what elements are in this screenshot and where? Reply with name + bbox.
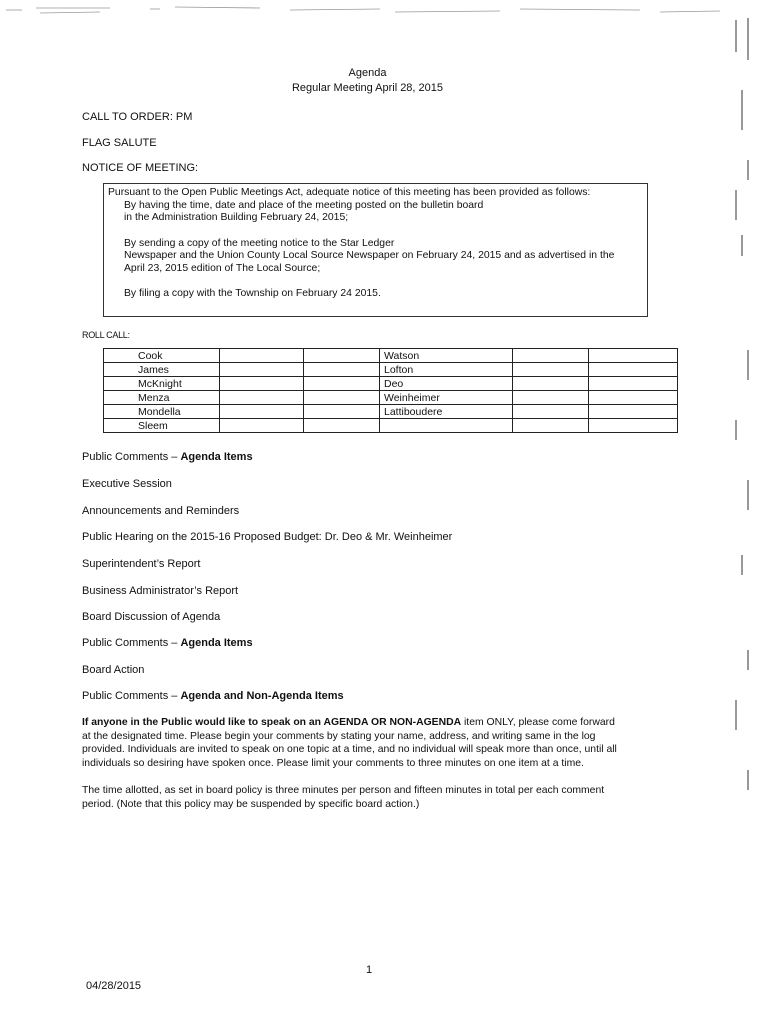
call-to-order: CALL TO ORDER: PM	[82, 111, 193, 123]
roll-name-right: Lattiboudere	[380, 405, 513, 419]
roll-call-label: ROLL CALL:	[82, 330, 130, 340]
roll-name-left: McKnight	[104, 377, 220, 391]
roll-name-right: Watson	[380, 349, 513, 363]
roll-name-left: Sleem	[104, 419, 220, 433]
table-row	[104, 419, 678, 433]
agenda-item: Announcements and Reminders	[82, 505, 240, 517]
agenda-item: Public Comments – Agenda Items	[82, 637, 253, 649]
table-row	[104, 349, 678, 363]
public-notice-lead: If anyone in the Public would like to speak on an AGENDA OR NON-AGENDA	[82, 717, 462, 728]
roll-name-right: Deo	[380, 377, 513, 391]
roll-name-left: Menza	[104, 391, 220, 405]
agenda-item: Public Hearing on the 2015-16 Proposed Budget: Dr. Deo & Mr. Weinheimer	[82, 531, 453, 543]
agenda-item: Public Comments – Agenda and Non-Agenda Items	[82, 690, 344, 702]
roll-name-left: Mondella	[104, 405, 220, 419]
agenda-item: Board Action	[82, 664, 145, 676]
agenda-item: Executive Session	[82, 478, 172, 490]
agenda-item: Business Administrator’s Report	[82, 585, 239, 597]
notice-sent-line-3: April 23, 2015 edition of The Local Source;	[124, 262, 321, 274]
roll-name-left: Cook	[104, 349, 220, 363]
roll-name-right: Weinheimer	[380, 391, 513, 405]
agenda-title-block	[0, 66, 735, 96]
notice-intro: Pursuant to the Open Public Meetings Act, adequate notice of this meeting has been provided as follows:	[108, 187, 591, 198]
time-allotted-notice: The time allotted, as set in board policy is three minutes per person and fifteen minutes in total per each comment period. (Note that this policy may be suspended by specific board action.)	[82, 785, 605, 810]
agenda-item: Board Discussion of Agenda	[82, 611, 221, 623]
roll-name-right: Lofton	[380, 363, 513, 377]
scan-noise-right-edge	[734, 0, 770, 1024]
public-speaking-notice: If anyone in the Public would like to speak on an AGENDA OR NON-AGENDA item ONLY, please come forward at the designated time. Please begin your comments by stating your name, address, and writing same in the log provided. Individuals are invited to speak on one topic at a time, and no individual will speak more than once, until all individuals so desiring have spoken once. Please limit your comments to three minutes on one item at a time.	[82, 717, 617, 769]
page-number: 1	[366, 964, 373, 976]
notice-filed-line: By filing a copy with the Township on February 24 2015.	[124, 288, 381, 299]
table-row	[104, 405, 678, 419]
table-row	[104, 363, 678, 377]
notice-sent-line-2: Newspaper and the Union County Local Source Newspaper on February 24, 2015 and as advertised in the	[124, 250, 615, 261]
roll-name-right	[380, 419, 513, 433]
agenda-item: Superintendent’s Report	[82, 558, 201, 570]
scan-noise-top	[0, 0, 770, 24]
notice-sent-line-1: By sending a copy of the meeting notice to the Star Ledger	[124, 237, 395, 249]
notice-posted-line-2: in the Administration Building February 24, 2015;	[124, 212, 349, 223]
flag-salute: FLAG SALUTE	[82, 137, 157, 149]
agenda-item: Public Comments – Agenda Items	[82, 451, 253, 463]
notice-posted-line-1: By having the time, date and place of the meeting posted on the bulletin board	[124, 199, 484, 211]
table-row	[104, 391, 678, 405]
meeting-subtitle: Regular Meeting April 28, 2015	[291, 82, 444, 94]
roll-call-table	[103, 348, 678, 433]
notice-of-meeting-box	[103, 183, 648, 317]
agenda-title: Agenda	[348, 67, 387, 79]
notice-heading: NOTICE OF MEETING:	[82, 162, 199, 174]
footer-date: 04/28/2015	[86, 980, 142, 992]
roll-name-left: James	[104, 363, 220, 377]
table-row	[104, 377, 678, 391]
